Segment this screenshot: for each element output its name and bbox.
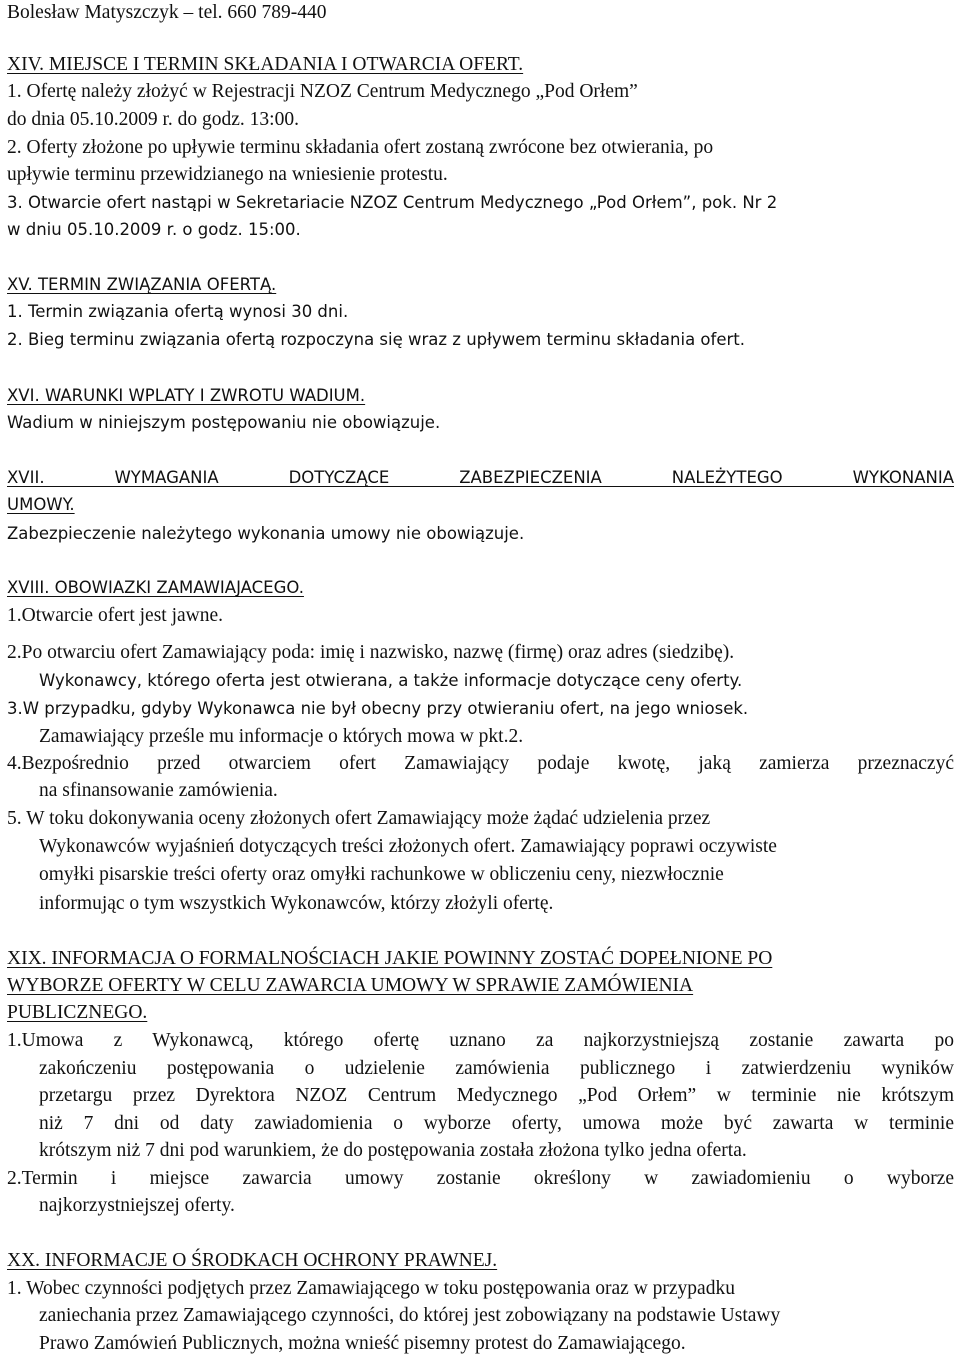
section-xvi-heading: XVI. WARUNKI WPLATY I ZWROTU WADIUM. [7, 386, 366, 405]
section-xiv-line: do dnia 05.10.2009 r. do godz. 13:00. [7, 109, 299, 130]
section-xviii-line: Wykonawców wyjaśnień dotyczących treści złożonych ofert. Zamawiający poprawi oczywiste [39, 836, 777, 857]
section-xviii-line: 3.W przypadku, gdyby Wykonawca nie był obecny przy otwieraniu ofert, na jego wniosek. [7, 699, 749, 718]
section-xiv-heading: XIV. MIEJSCE I TERMIN SKŁADANIA I OTWARCIA OFERT. [7, 54, 524, 75]
section-xix-line: krótszym niż 7 dni pod warunkiem, że do postępowania została złożona tylko jedna oferta. [39, 1140, 747, 1161]
section-xviii-line: Wykonawcy, którego oferta jest otwierana, a także informacje dotyczące ceny oferty. [39, 671, 743, 690]
section-xviii-line: omyłki pisarskie treści oferty oraz omyłki rachunkowe w obliczeniu ceny, niezwłocznie [39, 864, 724, 885]
section-xx-line: Prawo Zamówień Publicznych, można wnieść pisemny protest do Zamawiającego. [39, 1333, 686, 1354]
section-xiv-line: 3. Otwarcie ofert nastąpi w Sekretariacie NZOZ Centrum Medycznego „Pod Orłem”, pok. Nr 2 [7, 193, 778, 212]
section-xix-line: najkorzystniejszej oferty. [39, 1195, 235, 1216]
section-xviii-line: 1.Otwarcie ofert jest jawne. [7, 605, 224, 626]
section-xx-heading: XX. INFORMACJE O ŚRODKACH OCHRONY PRAWNEJ. [7, 1250, 498, 1271]
section-xix-line: 1.Umowa z Wykonawcą, którego ofertę uznano za najkorzystniejszą zostanie zawarta po [7, 1030, 954, 1051]
section-xix-heading: XIX. INFORMACJA O FORMALNOŚCIACH JAKIE POWINNY ZOSTAĆ DOPEŁNIONE PO [7, 948, 773, 969]
section-xvii-heading: UMOWY. [7, 495, 75, 514]
section-xviii-line: 5. W toku dokonywania oceny złożonych ofert Zamawiający może żądać udzielenia przez [7, 808, 711, 829]
section-xiv-line: w dniu 05.10.2009 r. o godz. 15:00. [7, 220, 301, 239]
section-xx-line: 1. Wobec czynności podjętych przez Zamawiającego w toku postępowania oraz w przypadku [7, 1278, 735, 1299]
header-contact: Bolesław Matyszczyk – tel. 660 789-440 [7, 2, 327, 23]
section-xix-line: przetargu przez Dyrektora NZOZ Centrum Medycznego „Pod Orłem” w terminie nie krótszym [39, 1085, 954, 1106]
section-xix-line: zakończeniu postępowania o udzielenie zamówienia publicznego i zatwierdzeniu wyników [39, 1058, 954, 1079]
section-xx-line: zaniechania przez Zamawiającego czynności, do której jest zobowiązany na podstawie Ustawy [39, 1305, 781, 1326]
section-xv-line: 1. Termin związania ofertą wynosi 30 dni. [7, 302, 349, 321]
section-xviii-heading: XVIII. OBOWIAZKI ZAMAWIAJACEGO. [7, 578, 304, 597]
section-xiv-line: upływie terminu przewidzianego na wniesienie protestu. [7, 164, 448, 185]
section-xv-heading: XV. TERMIN ZWIĄZANIA OFERTĄ. [7, 275, 277, 294]
section-xvii-heading: XVII. WYMAGANIA DOTYCZĄCE ZABEZPIECZENIA NALEŻYTEGO WYKONANIA [7, 468, 954, 487]
section-xviii-line: 4.Bezpośrednio przed otwarciem ofert Zamawiający podaje kwotę, jaką zamierza przeznaczyć [7, 753, 954, 774]
section-xix-line: niż 7 dni od daty zawiadomienia o wyborze oferty, umowa może być zawarta w terminie [39, 1113, 954, 1134]
section-xv-line: 2. Bieg terminu związania ofertą rozpoczyna się wraz z upływem terminu składania ofert. [7, 330, 745, 349]
section-xiv-line: 2. Oferty złożone po upływie terminu składania ofert zostaną zwrócone bez otwierania, po [7, 137, 714, 158]
section-xviii-line: Zamawiający prześle mu informacje o których mowa w pkt.2. [39, 726, 524, 747]
section-xviii-line: informując o tym wszystkich Wykonawców, którzy złożyli ofertę. [39, 893, 554, 914]
section-xix-line: 2.Termin i miejsce zawarcia umowy zostanie określony w zawiadomieniu o wyborze [7, 1168, 954, 1189]
section-xvii-line: Zabezpieczenie należytego wykonania umowy nie obowiązuje. [7, 524, 525, 543]
section-xix-heading: PUBLICZNEGO. [7, 1002, 148, 1023]
section-xix-heading: WYBORZE OFERTY W CELU ZAWARCIA UMOWY W SPRAWIE ZAMÓWIENIA [7, 975, 694, 996]
section-xviii-line: na sfinansowanie zamówienia. [39, 780, 278, 801]
section-xvi-line: Wadium w niniejszym postępowaniu nie obowiązuje. [7, 413, 441, 432]
section-xiv-line: 1. Ofertę należy złożyć w Rejestracji NZOZ Centrum Medycznego „Pod Orłem” [7, 81, 638, 102]
section-xviii-line: 2.Po otwarciu ofert Zamawiający poda: imię i nazwisko, nazwę (firmę) oraz adres (siedzibę). [7, 642, 735, 663]
